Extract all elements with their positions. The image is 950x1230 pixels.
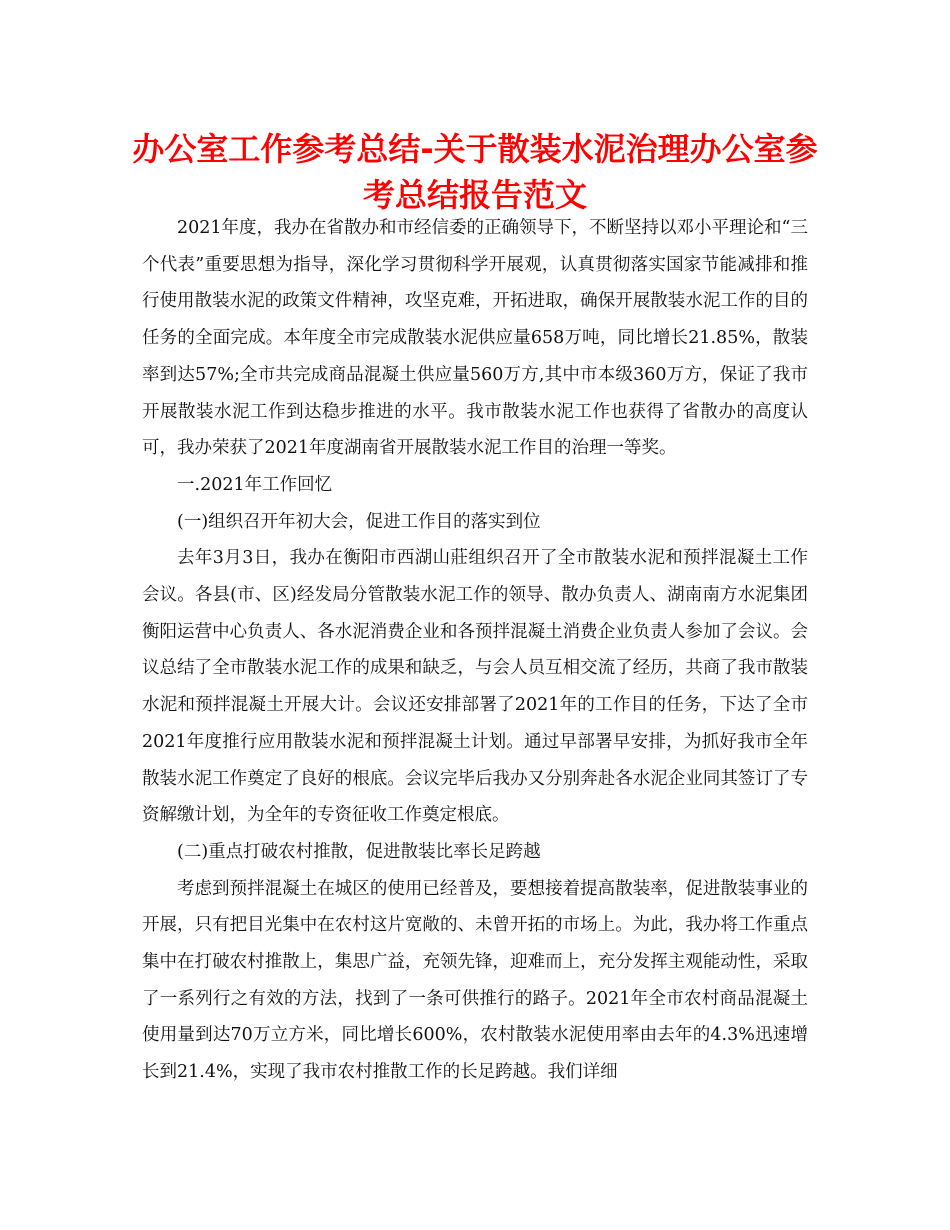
paragraph-intro: 2021年度，我办在省散办和市经信委的正确领导下，不断坚持以邓小平理论和“三个代表”重要思想为指导，深化学习贯彻科学开展观，认真贯彻落实国家节能减排和推行使用散装水泥的政策文件精神，攻坚克难，开拓进取，确保开展散装水泥工作的目的任务的全面完成。本年度全市完成散装水泥供应量658万吨，同比增长21.85%，散装率到达57%;全市共完成商品混凝土供应量560万方,其中市本级360万方，保证了我市开展散装水泥工作到达稳步推进的水平。我市散装水泥工作也获得了省散办的高度认可，我办荣获了2021年度湖南省开展散装水泥工作目的治理一等奖。 [142, 218, 808, 459]
document-title: 办公室工作参考总结-关于散装水泥治理办公室参考总结报告范文 [132, 130, 818, 214]
subheading-rural-promotion: (二)重点打破农村推散，促进散装比率长足跨越 [177, 841, 541, 862]
paragraph-rural: 考虑到预拌混凝土在城区的使用已经普及，要想接着提高散装率，促进散装事业的开展，只有把目光集中在农村这片宽敞的、未曾开拓的市场上。为此，我办将工作重点集中在打破农村推散上，集思广益，充领先锋，迎难而上，充分发挥主观能动性，采取了一系列行之有效的方法，找到了一条可供推行的路子。2021年全市农村商品混凝土使用量到达70万立方米，同比增长600%，农村散装水泥使用率由去年的4.3%迅速增长到21.4%，实现了我市农村推散工作的长足跨越。我们详细 [142, 878, 808, 1083]
document-body [142, 210, 808, 1091]
subheading-annual-meeting: (一)组织召开年初大会，促进工作目的落实到位 [177, 511, 541, 532]
paragraph-meeting: 去年3月3日，我办在衡阳市西湖山莊组织召开了全市散装水泥和预拌混凝土工作会议。各县(市、区)经发局分管散装水泥工作的领导、散办负责人、湖南南方水泥集团衡阳运营中心负责人、各水泥消费企业和各预拌混凝土消费企业负责人参加了会议。会议总结了全市散装水泥工作的成果和缺乏，与会人员互相交流了经历，共商了我市散装水泥和预拌混凝土开展大计。会议还安排部署了2021年的工作目的任务，下达了全市2021年度推行应用散装水泥和预拌混凝土计划。通过早部署早安排，为抓好我市全年散装水泥工作奠定了良好的根底。会议完毕后我办又分别奔赴各水泥企业同其签订了专资解缴计划，为全年的专资征收工作奠定根底。 [142, 548, 808, 826]
section-heading-review: 一.2021年工作回忆 [177, 474, 333, 495]
